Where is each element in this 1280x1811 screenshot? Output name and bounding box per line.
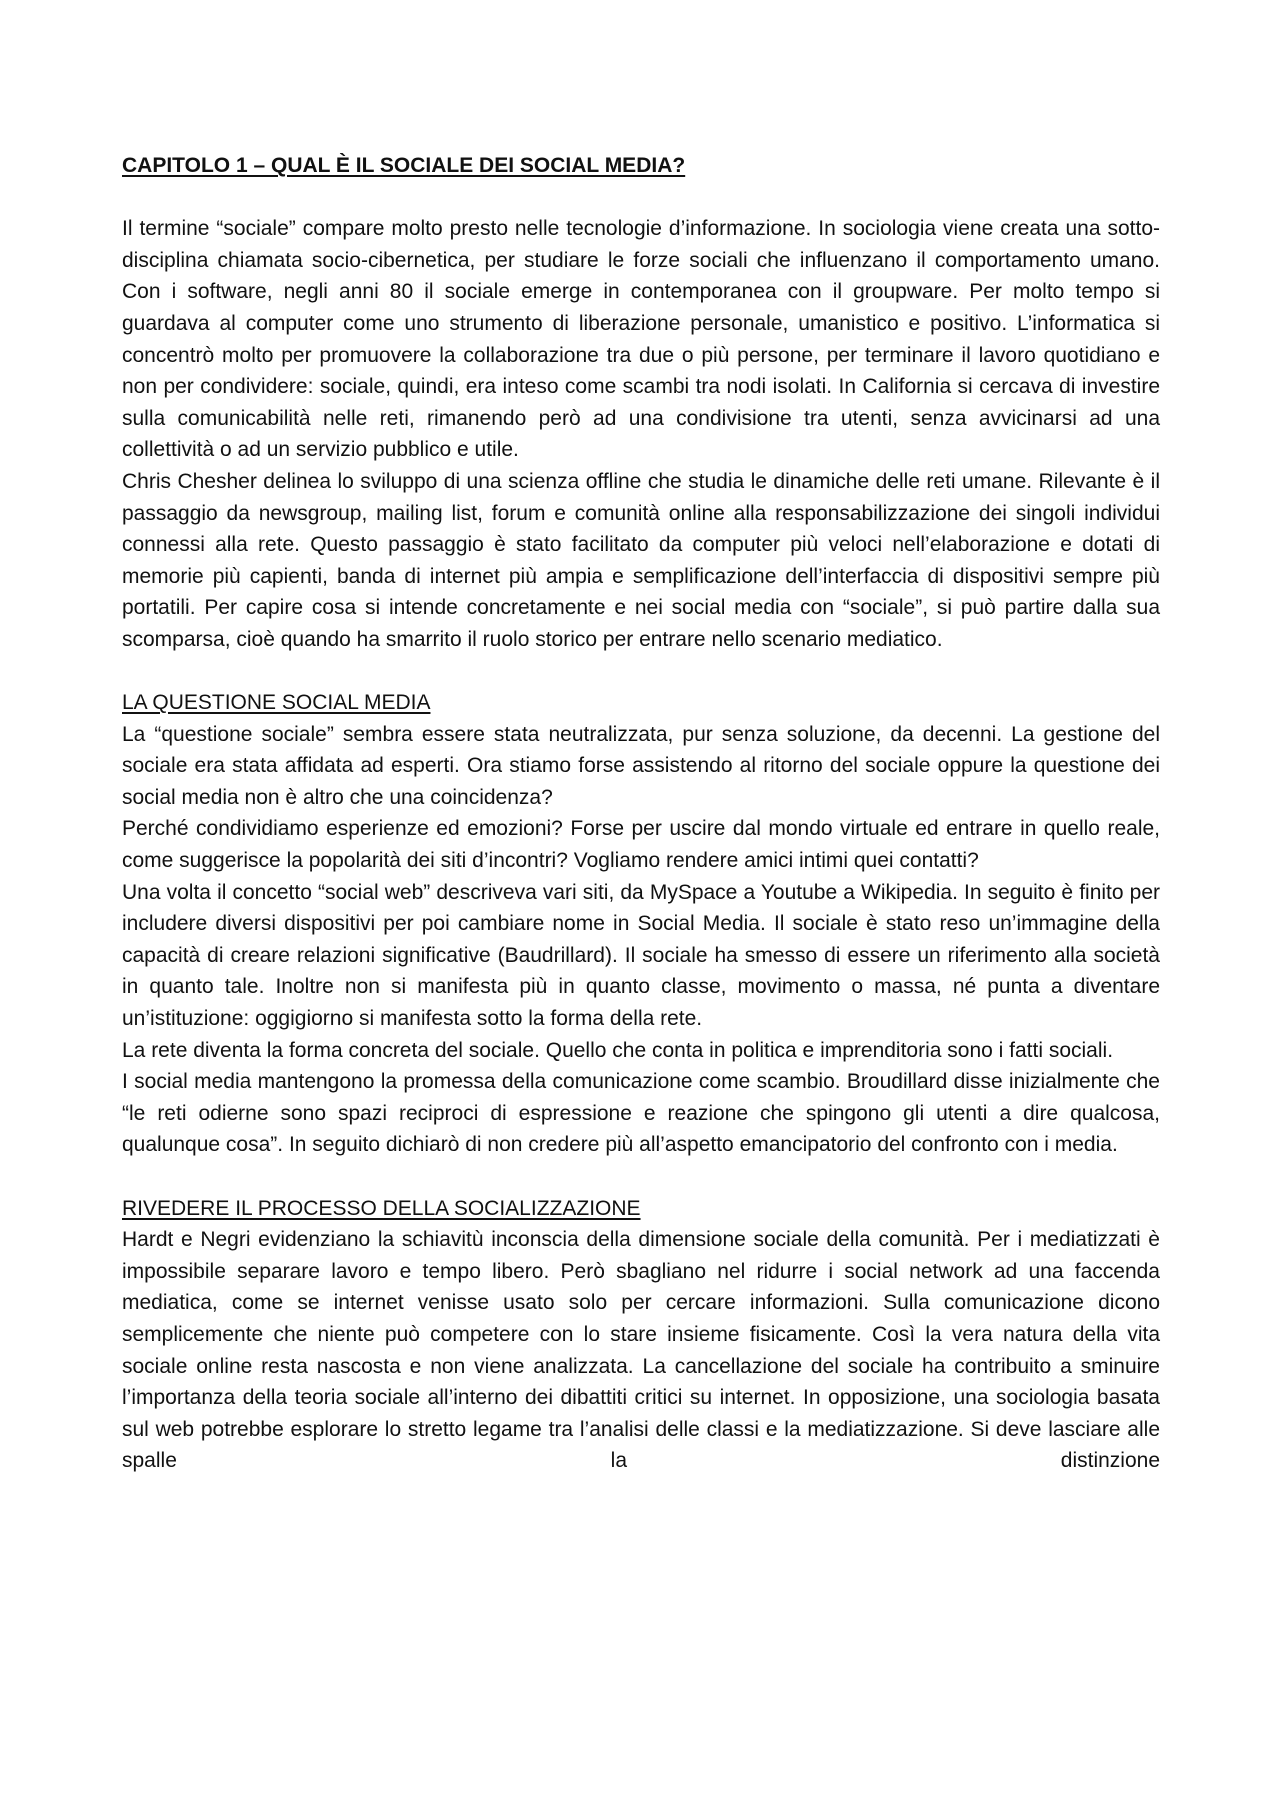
section-title: RIVEDERE IL PROCESSO DELLA SOCIALIZZAZIONE	[122, 1196, 641, 1220]
paragraph: La rete diventa la forma concreta del sociale. Quello che conta in politica e imprenditoria sono i fatti sociali.	[122, 1038, 1114, 1062]
paragraph: La “questione sociale” sembra essere stata neutralizzata, pur senza soluzione, da decenni. La gestione del sociale era stata affidata ad esperti. Ora stiamo forse assistendo al ritorno del sociale oppure la questione dei social media non è altro che una coincidenza?	[122, 722, 1160, 809]
paragraph: Perché condividiamo esperienze ed emozioni? Forse per uscire dal mondo virtuale ed entrare in quello reale, come suggerisce la popolarità dei siti d’incontri? Vogliamo rendere amici intimi quei contatti?	[122, 817, 1160, 873]
paragraph: Chris Chesher delinea lo sviluppo di una scienza offline che studia le dinamiche delle reti umane. Rilevante è il passaggio da newsgroup, mailing list, forum e comunità online alla responsabilizzazione dei singoli individui connessi alla rete. Questo passaggio è stato facilitato da computer più veloci nell’elaborazione e dotati di memorie più capienti, banda di internet più ampia e semplificazione dell’interfaccia di dispositivi sempre più portatili. Per capire cosa si intende concretamente e nei social media con “sociale”, si può partire dalla sua scomparsa, cioè quando ha smarrito il ruolo storico per entrare nello scenario mediatico.	[122, 469, 1160, 651]
section-title: LA QUESTIONE SOCIAL MEDIA	[122, 691, 431, 715]
paragraph: Hardt e Negri evidenziano la schiavitù inconscia della dimensione sociale della comunità. Per i mediatizzati è impossibile separare lavoro e tempo libero. Però sbagliano nel ridurre i social network ad una faccenda mediatica, come se internet venisse usato solo per cercare informazioni. Sulla comunicazione dicono semplicemente che niente può competere con lo stare insieme fisicamente. Così la vera natura della vita sociale online resta nascosta e non viene analizzata. La cancellazione del sociale ha contribuito a sminuire l’importanza della teoria sociale all’interno dei dibattiti critici su internet. In opposizione, una sociologia basata sul web potrebbe esplorare lo stretto legame tra l’analisi delle classi e la mediatizzazione. Si deve lasciare alle spalle la distinzione	[122, 1228, 1160, 1473]
document-page	[122, 150, 1160, 1477]
paragraph: Il termine “sociale” compare molto presto nelle tecnologie d’informazione. In sociologia viene creata una sotto-disciplina chiamata socio-cibernetica, per studiare le forze sociali che influenzano il comportamento umano. Con i software, negli anni 80 il sociale emerge in contemporanea con il groupware. Per molto tempo si guardava al computer come uno strumento di liberazione personale, umanistico e positivo. L’informatica si concentrò molto per promuovere la collaborazione tra due o più persone, per terminare il lavoro quotidiano e non per condividere: sociale, quindi, era inteso come scambi tra nodi isolati. In California si cercava di investire sulla comunicabilità nelle reti, rimanendo però ad una condivisione tra utenti, senza avvicinarsi ad una collettività o ad un servizio pubblico e utile.	[122, 217, 1160, 462]
spacer	[122, 1161, 1160, 1193]
spacer	[122, 182, 1160, 214]
chapter-title: CAPITOLO 1 – QUAL È IL SOCIALE DEI SOCIAL MEDIA?	[122, 154, 686, 177]
paragraph: Una volta il concetto “social web” descriveva vari siti, da MySpace a Youtube a Wikipedia. In seguito è finito per includere diversi dispositivi per poi cambiare nome in Social Media. Il sociale è stato reso un’immagine della capacità di creare relazioni significative (Baudrillard). Il sociale ha smesso di essere un riferimento alla società in quanto tale. Inoltre non si manifesta più in quanto classe, movimento o massa, né punta a diventare un’istituzione: oggigiorno si manifesta sotto la forma della rete.	[122, 880, 1160, 1031]
paragraph: I social media mantengono la promessa della comunicazione come scambio. Broudillard disse inizialmente che “le reti odierne sono spazi reciproci di espressione e reazione che spingono gli utenti a dire qualcosa, qualunque cosa”. In seguito dichiarò di non credere più all’aspetto emancipatorio del confronto con i media.	[122, 1070, 1160, 1157]
spacer	[122, 656, 1160, 688]
